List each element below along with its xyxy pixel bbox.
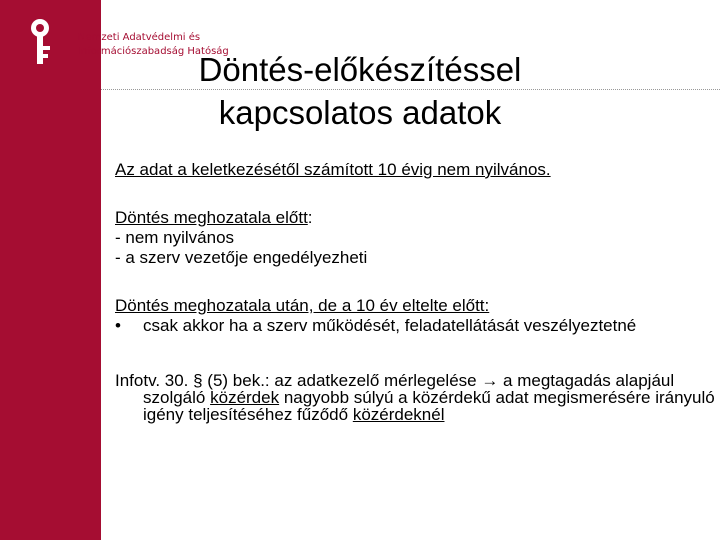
slide-body	[115, 160, 715, 423]
after-decision-bullet	[115, 316, 715, 336]
logo-line-1: Nemzeti Adatvédelmi és	[78, 32, 201, 43]
key-icon	[26, 16, 62, 68]
slide-title	[150, 48, 570, 134]
infotv-text-2: nagyobb súlyú a közérdekű adat megismerésére irányuló igény teljesítéséhez fűződő	[143, 388, 715, 424]
slide-title-line-2: kapcsolatos adatok	[218, 94, 502, 131]
before-decision-line-1: - nem nyilvános	[115, 228, 235, 247]
infotv-underlined-1: közérdek	[210, 388, 280, 407]
paragraph-infotv	[115, 372, 715, 423]
infotv-text-1: Infotv. 30. § (5) bek.: az adatkezelő mérlegelése → a megtagadás alapjául szolgáló	[115, 371, 675, 407]
infotv-underlined-2: közérdeknél	[352, 405, 445, 424]
bullet-symbol: •	[115, 316, 121, 335]
after-decision-bullet-text: csak akkor ha a szerv működését, feladatellátását veszélyeztetné	[143, 316, 637, 335]
slide-title-line-1: Döntés-előkészítéssel	[198, 51, 522, 88]
before-decision-line-2: - a szerv vezetője engedélyezheti	[115, 248, 368, 267]
paragraph-retention: Az adat a keletkezésétől számított 10 évig nem nyilvános.	[115, 160, 551, 179]
paragraph-after-decision-heading: Döntés meghozatala után, de a 10 év eltelte előtt:	[115, 296, 490, 315]
logo-line-2: Információszabadság Hatóság	[78, 46, 229, 57]
sidebar-accent-bar	[0, 0, 101, 540]
paragraph-before-decision-heading	[115, 208, 715, 228]
before-decision-heading-text: Döntés meghozatala előtt	[115, 208, 308, 227]
before-decision-heading-colon: :	[307, 208, 313, 227]
